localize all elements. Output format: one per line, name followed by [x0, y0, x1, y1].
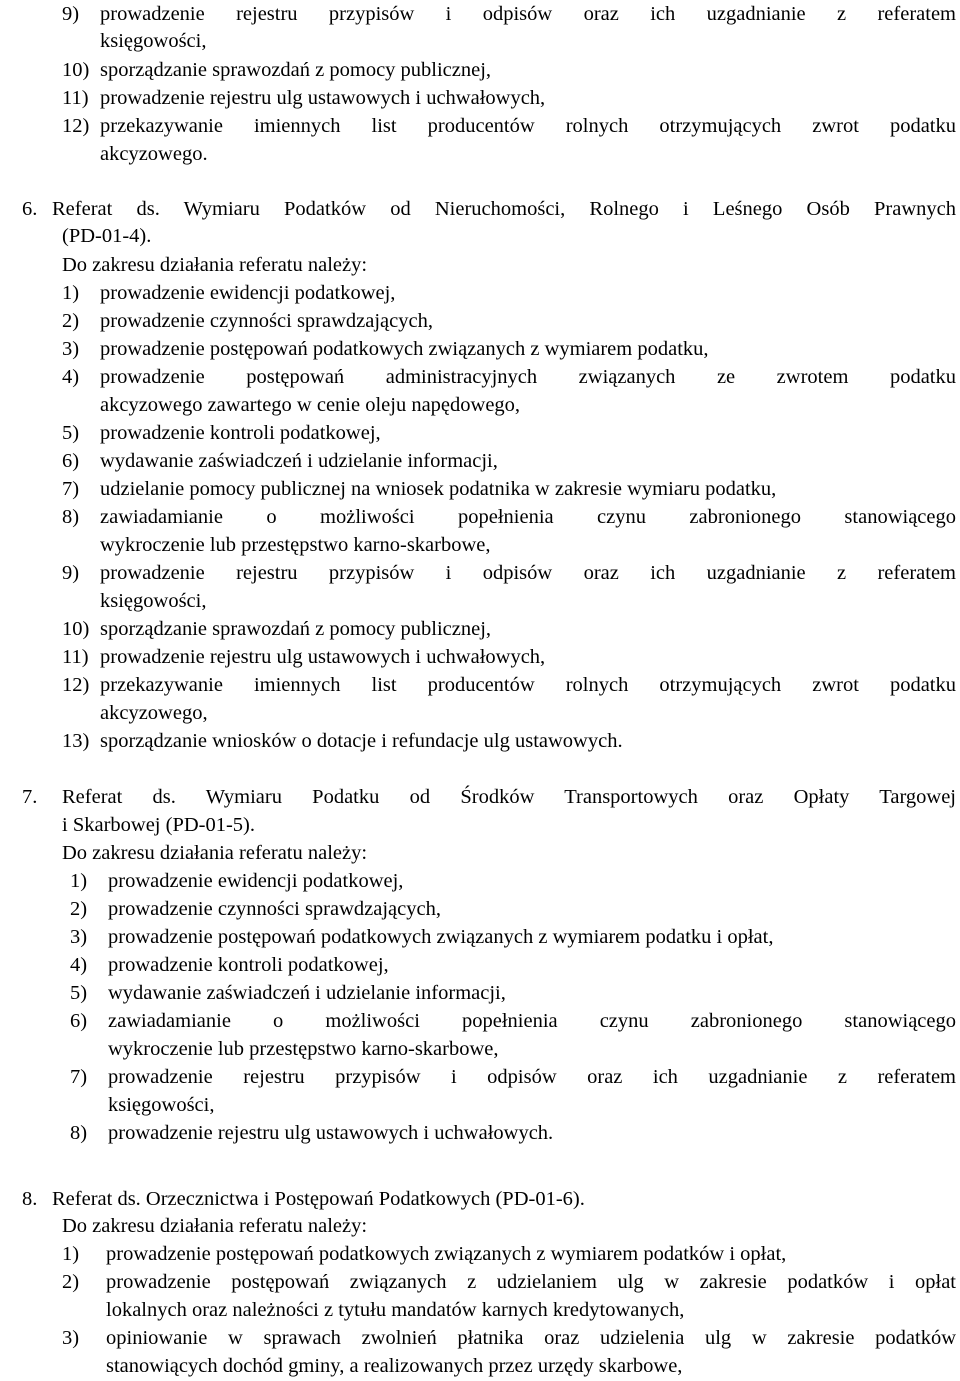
list-item-number: 3)	[70, 926, 88, 948]
list-item-text: sporządzanie sprawozdań z pomocy publicznej,	[100, 618, 492, 640]
list-item-text: prowadzenie postępowań administracyjnych związanych ze zwrotem podatku	[100, 366, 956, 388]
section-intro: Do zakresu działania referatu należy:	[62, 842, 368, 864]
list-item-number: 1)	[70, 870, 88, 892]
section-heading: Referat ds. Wymiaru Podatków od Nieruchomości, Rolnego i Leśnego Osób Prawnych	[52, 198, 956, 220]
list-item-number: 8)	[70, 1122, 88, 1144]
list-item-number: 12)	[62, 674, 90, 696]
list-item-text: prowadzenie kontroli podatkowej,	[100, 422, 381, 444]
list-item-text: zawiadamianie o możliwości popełnienia czynu zabronionego stanowiącego	[108, 1010, 956, 1032]
list-item-text: wydawanie zaświadczeń i udzielanie informacji,	[108, 982, 506, 1004]
list-item-text: prowadzenie ewidencji podatkowej,	[108, 870, 404, 892]
section-number: 8.	[22, 1188, 38, 1210]
list-item-number: 2)	[62, 1271, 80, 1293]
list-item-text: prowadzenie rejestru przypisów i odpisów oraz ich uzgadnianie z referatem	[100, 3, 956, 25]
list-item-text: prowadzenie rejestru ulg ustawowych i uchwałowych,	[100, 646, 546, 668]
section-heading: Referat ds. Orzecznictwa i Postępowań Podatkowych (PD-01-6).	[52, 1188, 585, 1210]
list-item-text: przekazywanie imiennych list producentów rolnych otrzymujących zwrot podatku	[100, 115, 956, 137]
list-item-text-cont: akcyzowego,	[100, 702, 208, 724]
list-item-number: 3)	[62, 1327, 80, 1349]
section-heading: Referat ds. Wymiaru Podatku od Środków Transportowych oraz Opłaty Targowej	[62, 786, 956, 808]
list-item-text: prowadzenie rejestru przypisów i odpisów oraz ich uzgadnianie z referatem	[108, 1066, 956, 1088]
list-item-number: 2)	[62, 310, 80, 332]
list-item-number: 10)	[62, 618, 90, 640]
list-item-text: udzielanie pomocy publicznej na wniosek podatnika w zakresie wymiaru podatku,	[100, 478, 777, 500]
list-item-text: prowadzenie rejestru ulg ustawowych i uchwałowych,	[100, 87, 546, 109]
list-item-number: 2)	[70, 898, 88, 920]
list-item-text: prowadzenie rejestru ulg ustawowych i uchwałowych.	[108, 1122, 554, 1144]
list-item-number: 3)	[62, 338, 80, 360]
list-item-text: prowadzenie kontroli podatkowej,	[108, 954, 389, 976]
list-item-text: prowadzenie postępowań podatkowych związanych z wymiarem podatków i opłat,	[106, 1243, 787, 1265]
list-item-number: 4)	[62, 366, 80, 388]
list-item-number: 5)	[62, 422, 80, 444]
list-item-number: 6)	[70, 1010, 88, 1032]
list-item-number: 7)	[70, 1066, 88, 1088]
list-item-text: wydawanie zaświadczeń i udzielanie informacji,	[100, 450, 498, 472]
section-number: 6.	[22, 198, 38, 220]
list-item-number: 4)	[70, 954, 88, 976]
section-heading-cont: (PD-01-4).	[62, 225, 152, 247]
section-number: 7.	[22, 786, 38, 808]
section-intro: Do zakresu działania referatu należy:	[62, 254, 368, 276]
list-item-text-cont: księgowości,	[100, 590, 207, 612]
list-item-text: prowadzenie rejestru przypisów i odpisów oraz ich uzgadnianie z referatem	[100, 562, 956, 584]
list-item-text: prowadzenie postępowań podatkowych związanych z wymiarem podatku i opłat,	[108, 926, 774, 948]
list-item-number: 9)	[62, 3, 80, 25]
section-intro: Do zakresu działania referatu należy:	[62, 1215, 368, 1237]
list-item-text-cont: wykroczenie lub przestępstwo karno-skarbowe,	[108, 1038, 499, 1060]
list-item-number: 8)	[62, 506, 80, 528]
list-item-number: 1)	[62, 282, 80, 304]
list-item-text: sporządzanie wniosków o dotacje i refundacje ulg ustawowych.	[100, 730, 623, 752]
list-item-text-cont: akcyzowego zawartego w cenie oleju napędowego,	[100, 394, 521, 416]
list-item-text: prowadzenie postępowań podatkowych związanych z wymiarem podatku,	[100, 338, 709, 360]
list-item-text: prowadzenie postępowań związanych z udzielaniem ulg w zakresie podatków i opłat	[106, 1271, 956, 1293]
section-heading-cont: i Skarbowej (PD-01-5).	[62, 814, 256, 836]
list-item-text-cont: księgowości,	[108, 1094, 215, 1116]
list-item-text-cont: akcyzowego.	[100, 143, 208, 165]
list-item-text: prowadzenie ewidencji podatkowej,	[100, 282, 396, 304]
list-item-text-cont: księgowości,	[100, 30, 207, 52]
list-item-number: 1)	[62, 1243, 80, 1265]
list-item-text: zawiadamianie o możliwości popełnienia czynu zabronionego stanowiącego	[100, 506, 956, 528]
list-item-text: opiniowanie w sprawach zwolnień płatnika oraz udzielenia ulg w zakresie podatków	[106, 1327, 956, 1349]
list-item-text-cont: stanowiących dochód gminy, a realizowanych przez urzędy skarbowe,	[106, 1355, 683, 1377]
list-item-text: sporządzanie sprawozdań z pomocy publicznej,	[100, 59, 492, 81]
list-item-number: 6)	[62, 450, 80, 472]
list-item-text-cont: wykroczenie lub przestępstwo karno-skarbowe,	[100, 534, 491, 556]
list-item-number: 9)	[62, 562, 80, 584]
list-item-text-cont: lokalnych oraz należności z tytułu mandatów karnych kredytowanych,	[106, 1299, 685, 1321]
list-item-text: prowadzenie czynności sprawdzających,	[108, 898, 441, 920]
list-item-number: 5)	[70, 982, 88, 1004]
list-item-number: 11)	[62, 646, 89, 668]
list-item-text: prowadzenie czynności sprawdzających,	[100, 310, 433, 332]
list-item-number: 12)	[62, 115, 90, 137]
list-item-number: 7)	[62, 478, 80, 500]
list-item-number: 13)	[62, 730, 90, 752]
list-item-text: przekazywanie imiennych list producentów rolnych otrzymujących zwrot podatku	[100, 674, 956, 696]
list-item-number: 10)	[62, 59, 90, 81]
list-item-number: 11)	[62, 87, 89, 109]
